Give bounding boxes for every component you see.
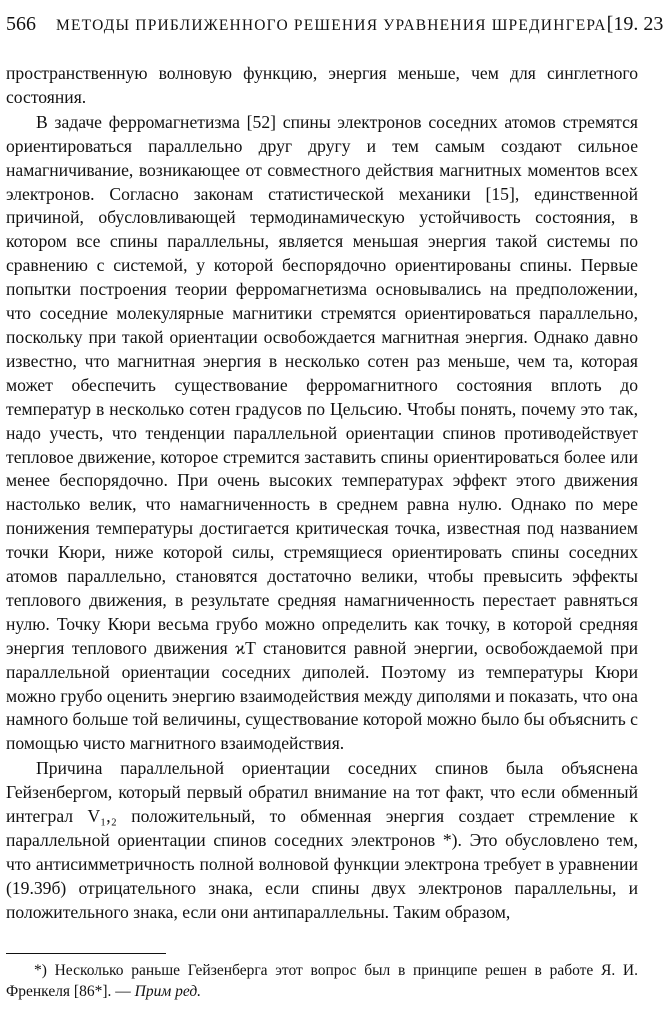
- footnote: [6, 960, 638, 1002]
- footnote-divider: [6, 953, 166, 954]
- footnote-text: *) Несколько раньше Гейзенберга этот вопрос был в принципе решен в работе Я. И. Френкеля [86*]. —: [6, 961, 638, 1000]
- running-header: [6, 10, 663, 40]
- main-text: [6, 62, 638, 925]
- page-number: 566: [6, 13, 36, 35]
- running-title: МЕТОДЫ ПРИБЛИЖЕННОГО РЕШЕНИЯ УРАВНЕНИЯ ШРЕДИНГЕРА: [56, 17, 607, 34]
- paragraph-3: Причина параллельной ориентации соседних спинов была объяснена Гейзенбергом, который первый обратил внимание на тот факт, что если обменный интеграл V₁,₂ положительный, то обменная энергия создает стремление к параллельной ориентации спинов соседних электронов *). Это обусловлено тем, что антисимметричность полной волновой функции электрона требует в уравнении (19.39б) отрицательного знака, если спины двух электронов параллельны, и положительного знака, если они антипараллельны. Таким образом,: [6, 758, 638, 922]
- paragraph-1: пространственную волновую функцию, энергия меньше, чем для синглетного состояния.: [6, 63, 638, 107]
- footnote-editor-note: Прим ред.: [134, 982, 202, 1000]
- section-number: [19. 23: [606, 13, 663, 35]
- paragraph-2: В задаче ферромагнетизма [52] спины электронов соседних атомов стремятся ориентироваться параллельно друг другу и тем самым создают сильное намагничивание, возникающее от совместного действия магнитных моментов всех электронов. Согласно законам статистической механики [15], единственной причиной, обусловливающей термодинамическую устойчивость состояния, в котором все спины параллельны, является меньшая энергия такой системы по сравнению с системой, у которой беспорядочно ориентированы спины. Первые попытки построения теории ферромагнетизма основывались на предположении, что соседние молекулярные магнитики стремятся ориентироваться параллельно, поскольку при такой ориентации освобождается магнитная энергия. Однако давно известно, что магнитная энергия в несколько сотен раз меньше, чем та, которая может обеспечить существование ферромагнитного состояния вплоть до температур в несколько сотен градусов по Цельсию. Чтобы понять, почему это так, надо учесть, что тенденции параллельной ориентации спинов противодействует тепловое движение, которое стремится заставить спины ориентироваться более или менее беспорядочно. При очень высоких температурах эффект этого движения настолько велик, что намагниченность в среднем равна нулю. Однако по мере понижения температуры достигается критическая точка, известная под названием точки Кюри, ниже которой силы, стремящиеся ориентировать спины соседних атомов параллельно, становятся достаточно велики, чтобы превысить эффекты теплового движения, в результате средняя намагниченность перестает равняться нулю. Точку Кюри весьма грубо можно определить как точку, в которой средняя энергия теплового движения ϰT становится равной энергии, освобождаемой при параллельной ориентации соседних диполей. Поэтому из температуры Кюри можно грубо оценить энергию взаимодействия между диполями и показать, что она намного больше той величины, существование которой можно было бы объяснить с помощью чисто магнитного взаимодействия.: [6, 111, 638, 754]
- book-page: [6, 10, 663, 1002]
